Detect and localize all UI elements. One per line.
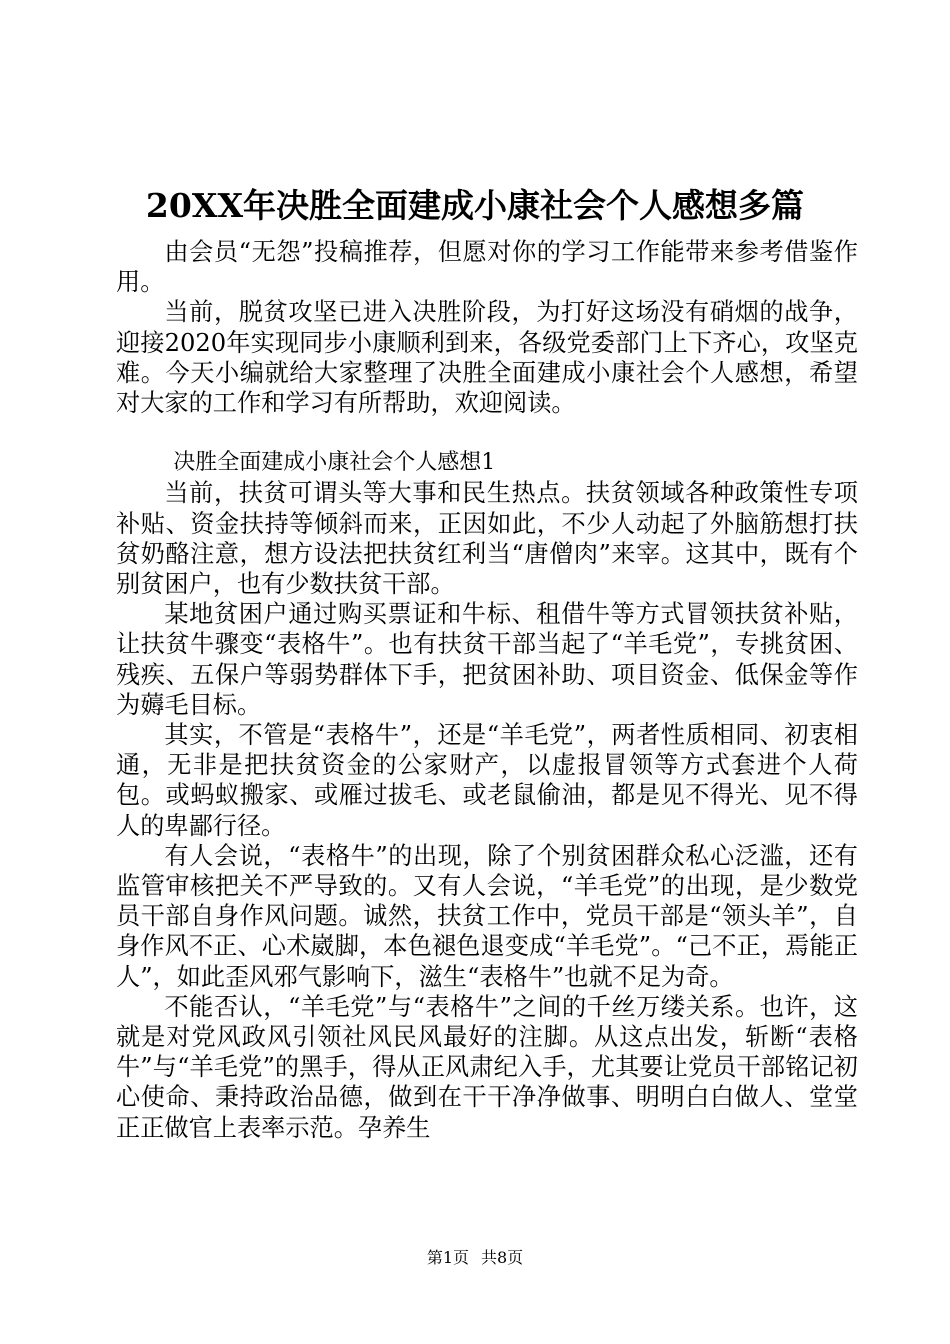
page-total: 共8页 [481, 1248, 524, 1267]
paragraph: 其实，不管是“表格牛”，还是“羊毛党”，两者性质相同、初衷相通，无非是把扶贫资金的公家财产，以虚报冒领等方式套进个人荷包。或蚂蚁搬家、或雁过拔毛、或老鼠偷油，都是见不得光、见不得人的卑鄙行径。 [116, 721, 858, 840]
document-body [116, 237, 858, 1143]
paragraph-preface: 当前，脱贫攻坚已进入决胜阶段，为打好这场没有硝烟的战争，迎接2020年实现同步小康顺利到来，各级党委部门上下齐心，攻坚克难。今天小编就给大家整理了决胜全面建成小康社会个人感想，希望对大家的工作和学习有所帮助，欢迎阅读。 [116, 298, 858, 418]
page-footer [0, 1246, 950, 1270]
blank-line [116, 418, 858, 448]
document-title: 20XX年决胜全面建成小康社会个人感想多篇 [145, 186, 805, 225]
paragraph: 不能否认，“羊毛党”与“表格牛”之间的千丝万缕关系。也许，这就是对党风政风引领社风民风最好的注脚。从这点出发，斩断“表格牛”与“羊毛党”的黑手，得从正风肃纪入手，尤其要让党员干部铭记初心使命、秉持政治品德，做到在干干净净做事、明明白白做人、堂堂正正做官上表率示范。孕养生 [116, 992, 858, 1142]
paragraph: 某地贫困户通过购买票证和牛标、租借牛等方式冒领扶贫补贴，让扶贫牛骤变“表格牛”。也有扶贫干部当起了“羊毛党”，专挑贫困、残疾、五保户等弱势群体下手，把贫困补助、项目资金、低保金等作为薅毛目标。 [116, 600, 858, 719]
paragraph-intro: 由会员“无怨”投稿推荐，但愿对你的学习工作能带来参考借鉴作用。 [116, 238, 858, 297]
page-number: 第1页 [426, 1248, 469, 1267]
section-heading: 决胜全面建成小康社会个人感想1 [173, 450, 496, 476]
paragraph: 当前，扶贫可谓头等大事和民生热点。扶贫领域各种政策性专项补贴、资金扶持等倾斜而来，正因如此，不少人动起了外脑筋想打扶贫奶酪注意，想方设法把扶贫红利当“唐僧肉”来宰。这其中，既有个别贫困户，也有少数扶贫干部。 [116, 479, 858, 599]
paragraph: 有人会说，“表格牛”的出现，除了个别贫困群众私心泛滥，还有监管审核把关不严导致的。又有人会说，“羊毛党”的出现，是少数党员干部自身作风问题。诚然，扶贫工作中，党员干部是“领头羊”，自身作风不正、心术崴脚，本色褪色退变成“羊毛党”。“己不正，焉能正人”，如此歪风邪气影响下，滋生“表格牛”也就不足为奇。 [116, 841, 858, 991]
